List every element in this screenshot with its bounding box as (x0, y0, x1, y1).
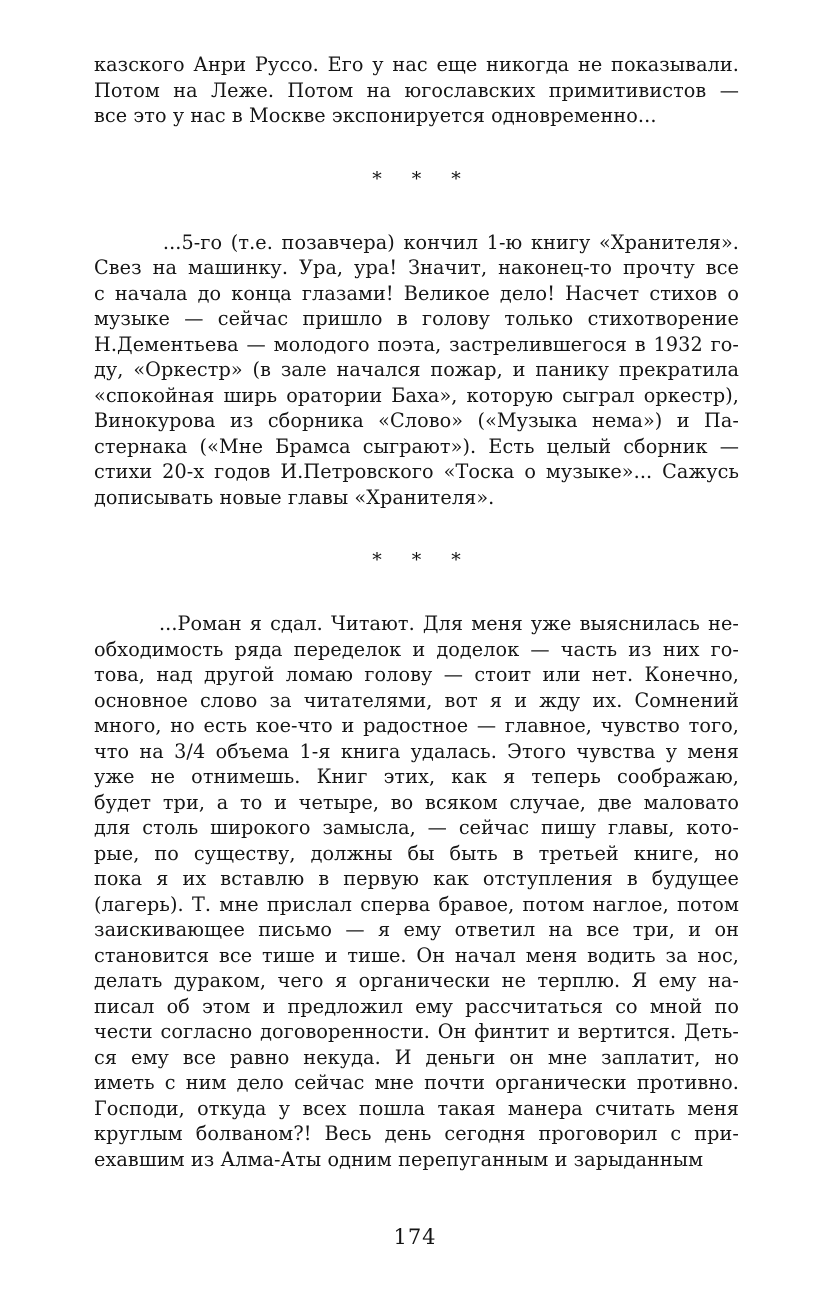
text-line: Потом на Леже. Потом на югославских примитивистов — (94, 78, 739, 102)
text-line: становится все тише и тише. Он начал меня водить за нос, (94, 943, 739, 967)
text-line: ся ему все равно некуда. И деньги он мне заплатит, но (94, 1045, 739, 1069)
text-section-1 (94, 52, 739, 129)
text-line: ду, «Оркестр» (в зале начался пожар, и панику прекратила (94, 358, 739, 381)
text-line: для столь широкого замысла, — сейчас пишу главы, кото- (94, 816, 739, 839)
text-line: писал об этом и предложил ему рассчитаться со мной по (94, 994, 739, 1018)
text-line: ...Роман я сдал. Читают. Для меня уже выяснилась не- (94, 612, 739, 635)
text-line: основное слово за читателями, вот я и жду их. Сомнений (94, 688, 739, 712)
text-line: стернака («Мне Брамса сыграют»). Есть целый сборник — (94, 434, 739, 458)
section-divider: * * * (372, 549, 473, 571)
text-line: ехавшим из Алма-Аты одним перепуганным и зарыданным (94, 1147, 704, 1171)
text-line: иметь с ним дело сейчас мне почти органически противно. (94, 1071, 739, 1094)
text-line: круглым болваном?! Весь день сегодня проговорил с при- (94, 1122, 739, 1145)
text-line: чести согласно договоренности. Он финтит и вертится. Деть- (94, 1020, 739, 1043)
text-line: това, над другой ломаю голову — стоит или нет. Конечно, (94, 663, 739, 686)
text-line: казского Анри Руссо. Его у нас еще никогда не показывали. (94, 53, 739, 76)
page-body (94, 52, 739, 1172)
text-line: много, но есть кое-что и радостное — главное, чувство того, (94, 714, 739, 737)
page-number: 174 (393, 1225, 437, 1249)
text-line: дописывать новые главы «Хранителя». (94, 485, 495, 509)
section-divider: * * * (372, 167, 473, 190)
text-line: будет три, а то и четыре, во всяком случае, две маловато (94, 790, 739, 814)
text-line: стихи 20-х годов И.Петровского «Тоска о музыке»... Сажусь (94, 460, 739, 483)
text-line: что на 3/4 объема 1-я книга удалась. Этого чувства у меня (94, 739, 739, 763)
text-line: Винокурова из сборника «Слово» («Музыка нема») и Па- (94, 409, 739, 432)
text-line: обходимость ряда переделок и доделок — часть из них го- (94, 637, 739, 661)
text-section-3 (94, 611, 739, 1172)
text-line: все это у нас в Москве экспонируется одновременно... (94, 104, 657, 127)
text-line: ...5-го (т.е. позавчера) кончил 1-ю книгу «Хранителя». (94, 230, 739, 254)
text-line: рые, по существу, должны бы быть в третьей книге, но (94, 841, 739, 865)
text-section-2 (94, 230, 739, 511)
text-line: заискивающее письмо — я ему ответил на все три, и он (94, 918, 739, 941)
text-line: (лагерь). Т. мне прислал сперва бравое, потом наглое, потом (94, 892, 739, 916)
text-line: уже не отнимешь. Книг этих, как я теперь соображаю, (94, 765, 739, 788)
text-line: с начала до конца глазами! Великое дело! Насчет стихов о (94, 281, 739, 305)
text-line: музыке — сейчас пришло в голову только стихотворение (94, 307, 739, 330)
text-line: Господи, откуда у всех пошла такая манера считать меня (94, 1096, 739, 1120)
text-line: делать дураком, чего я органически не терплю. Я ему на- (94, 969, 739, 992)
text-line: пока я их вставлю в первую как отступления в будущее (94, 867, 739, 890)
text-line: «спокойная ширь оратории Баха», которую сыграл оркестр), (94, 383, 739, 407)
text-line: Свез на машинку. Ура, ура! Значит, наконец-то прочту все (94, 256, 739, 279)
text-line: Н.Дементьева — молодого поэта, застрелившегося в 1932 го- (94, 332, 739, 356)
